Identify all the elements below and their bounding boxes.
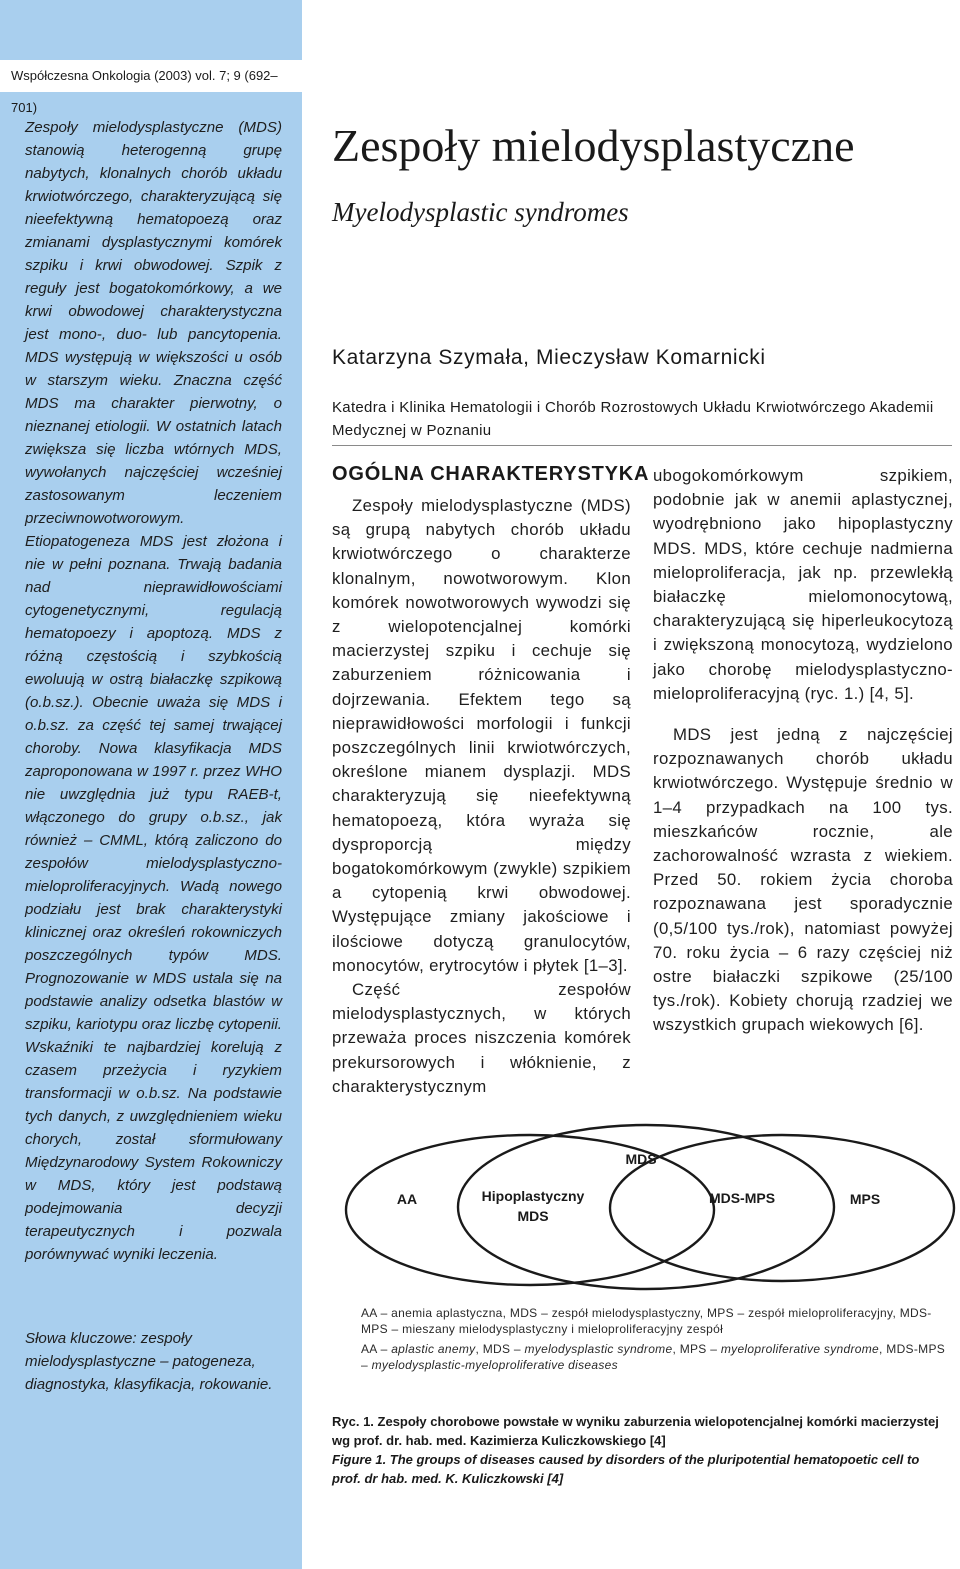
figure-caption-polish: Ryc. 1. Zespoły chorobowe powstałe w wyniku zaburzenia wielopotencjalnej komórki macierzystej wg prof. dr. hab. med. Kazimierza Kuliczkowskiego [4] bbox=[332, 1414, 939, 1448]
authors: Katarzyna Szymała, Mieczysław Komarnicki bbox=[332, 346, 766, 369]
journal-citation: Współczesna Onkologia (2003) vol. 7; 9 (692–701) bbox=[0, 60, 302, 92]
figure-caption-english: Figure 1. The groups of diseases caused by disorders of the pluripotential hematopoetic cell to prof. dr hab. med. K. Kuliczkowski [4] bbox=[332, 1452, 920, 1486]
section-heading: OGÓLNA CHARAKTERYSTYKA bbox=[332, 463, 650, 485]
aa-label: AA bbox=[396, 1191, 418, 1207]
body-paragraph: ubogokomórkowym szpikiem, podobnie jak w anemii aplastycznej, wyodrębniono jako hipoplastyczny MDS. MDS, które cechuje nadmierna mieloproliferacja, jak np. przewlekłą białaczkę mielomonocytową, charakteryzującą się hiperleukocytozą i zwiększoną monocytozą, wydzielono jako chorobę mielodysplastyczno-mieloproliferacyjną (ryc. 1.) [4, 5]. bbox=[653, 466, 953, 703]
body-column-left bbox=[332, 458, 650, 1099]
article-title: Zespoły mielodysplastyczne bbox=[332, 120, 855, 171]
mps-label: MPS bbox=[849, 1191, 881, 1207]
mds-mps-label: MDS-MPS bbox=[708, 1190, 776, 1206]
mps-ellipse bbox=[610, 1135, 954, 1281]
keywords: Słowa kluczowe: zespoły mielodysplastyczne – patogeneza, diagnostyka, klasyfikacja, rokowanie. bbox=[25, 1330, 273, 1393]
body-paragraph: Część zespołów mielodysplastycznych, w których przeważa proces niszczenia komórek prekursorowych i włóknienie, z charakterystycznym bbox=[332, 980, 631, 1096]
body-column-right bbox=[653, 464, 953, 1038]
header-divider bbox=[332, 445, 952, 446]
figure-caption bbox=[332, 1412, 944, 1488]
body-paragraph: Zespoły mielodysplastyczne (MDS) są grupą nabytych chorób układu krwiotwórczego o charakterze klonalnym, nowotworowym. Klon komórek nowotworowych wywodzi się z wielopotencjalnej komórki macierzystej szpiku i cechuje się zaburzeniem różnicowania i dojrzewania. Efektem tego są nieprawidłowości morfologii i funkcji poszczególnych linii krwiotwórczych, określone mianem dysplazji. MDS charakteryzują się nieefektywną hematopoezą, która wyraża się dysproporcją między bogatokomórkowym (zwykle) szpikiem a cytopenią krwi obwodowej. Występujące zmiany jakościowe i ilościowe dotyczą granulocytów, monocytów, erytrocytów i płytek [1–3]. bbox=[332, 496, 631, 975]
mds-label: MDS bbox=[625, 1151, 657, 1167]
abstract-polish: Zespoły mielodysplastyczne (MDS) stanowią heterogenną grupę nabytych, klonalnych chorób układu krwiotwórczego, charakteryzującą się nieefektywną hematopoezą oraz zmianami dysplastycznymi komórek szpiku i krwi obwodowej. Szpik z reguły jest bogatokomórkowy, a we krwi obwodowej charakterystyczna jest mono-, duo- lub pancytopenia. MDS występują w większości u osób w starszym wieku. Znaczna część MDS ma charakter pierwotny, o nieznanej etiologii. W ostatnich latach zwiększa się liczba wtórnych MDS, wywołanych najczęściej wcześniej zastosowanym leczeniem przeciwnowotworowym. Etiopatogeneza MDS jest złożona i nie w pełni poznana. Trwają badania nad nieprawidłowościami cytogenetycznymi, regulacją hematopoezy i apoptozą. MDS z różną częstością i szybkością ewoluują w ostrą białaczkę szpikową (o.b.sz.). Obecnie uważa się MDS i o.b.sz. za część tej samej trwającej choroby. Nowa klasyfikacja MDS zaproponowana w 1997 r. przez WHO nie uwzględnia już typu RAEB-t, włączonego do grupy o.b.sz., jak również – CMML, którą zaliczono do zespołów mielodysplastyczno-mieloproliferacyjnych. Wadą nowego podziału jest brak charakterystyki klinicznej oraz określeń rokowniczych poszczególnych typów MDS. Prognozowanie w MDS ustala się na podstawie analizy odsetka blastów w szpiku, kariotypu oraz liczbę cytopenii. Wskaźniki te najbardziej korelują z czasem przeżycia i ryzykiem transformacji w o.b.sz. Na podstawie tych danych, z uwzględnieniem wieku chorych, został sformułowany Międzynarodowy System Rokowniczy w MDS, który jest podstawą podejmowania decyzji terapeutycznych i pozwala porównywać wyniki leczenia. bbox=[25, 119, 282, 1263]
figure-legend-polish: AA – anemia aplastyczna, MDS – zespół mielodysplastyczny, MPS – zespół mieloproliferacyjny, MDS-MPS – mieszany mielodysplastyczny i mieloproliferacyjny zespół bbox=[361, 1306, 932, 1336]
hipoplastic-label-line2: MDS bbox=[517, 1208, 549, 1224]
article-subtitle: Myelodysplastic syndromes bbox=[332, 197, 629, 227]
venn-diagram bbox=[330, 1077, 960, 1307]
affiliation: Katedra i Klinika Hematologii i Chorób Rozrostowych Układu Krwiotwórczego Akademii Medycznej w Poznaniu bbox=[332, 399, 934, 439]
figure-legend-english: AA – aplastic anemy, MDS – myelodysplastic syndrome, MPS – myeloproliferative syndrome, MDS-MPS – myelodysplastic-myeloproliferative diseases bbox=[361, 1342, 946, 1372]
mds-ellipse bbox=[458, 1125, 834, 1289]
body-paragraph: MDS jest jedną z najczęściej rozpoznawanych chorób układu krwiotwórczego. Występuje średnio w 1–4 przypadkach na 100 tys. mieszkańców rocznie, ale zachorowalność wzrasta z wiekiem. Przed 50. rokiem życia choroba rozpoznawana jest sporadycznie (0,5/100 tys./rok), natomiast powyżej 70. roku życia – 6 razy częściej niż ostre białaczki szpikowe (25/100 tys./rok). Kobiety chorują rzadziej we wszystkich grupach wiekowych [6]. bbox=[653, 725, 953, 1035]
hipoplastic-label-line1: Hipoplastyczny bbox=[481, 1188, 585, 1204]
